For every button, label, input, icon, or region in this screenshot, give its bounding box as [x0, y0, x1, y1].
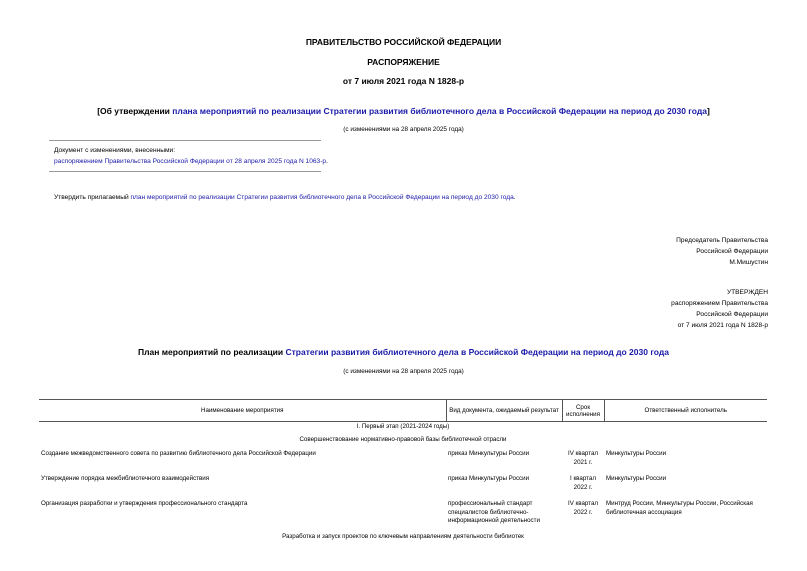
- cell-executor: Минкультуры России: [606, 450, 667, 457]
- changes-box-label: Документ с изменениями, внесенными:: [54, 147, 176, 154]
- stage-row: [39, 422, 767, 436]
- approval-suffix: .: [513, 194, 516, 201]
- plan-table: [39, 399, 767, 545]
- approval-prefix: Утвердить прилагаемый: [54, 194, 131, 201]
- header-executor: Ответственный исполнитель: [604, 400, 767, 422]
- approved-country: Российской Федерации: [696, 311, 768, 318]
- changes-box-bottom-divider: [49, 171, 321, 172]
- section-row: [39, 435, 767, 448]
- header-term: Срок исполнения: [562, 400, 604, 422]
- approval-link[interactable]: план мероприятий по реализации Стратегии развития библиотечного дела в Российской Федерации на период до 2030 года: [130, 194, 514, 201]
- government-heading: ПРАВИТЕЛЬСТВО РОССИЙСКОЙ ФЕДЕРАЦИИ: [305, 37, 502, 47]
- cell-term: I квартал 2022 г.: [570, 475, 596, 491]
- plan-title: [0, 347, 807, 357]
- table-row: [39, 498, 767, 532]
- document-date-number: от 7 июля 2021 года N 1828-р: [342, 76, 465, 86]
- section-heading: Совершенствование нормативно-правовой базы библиотечной отрасли: [299, 436, 507, 443]
- title-link[interactable]: плана мероприятий по реализации Стратегии развития библиотечного дела в Российской Федерации на период до 2030 года: [172, 106, 707, 116]
- title-suffix: ]: [706, 106, 710, 116]
- cell-term: IV квартал 2022 г.: [567, 500, 599, 516]
- header-name: Наименование мероприятия: [39, 400, 446, 422]
- cell-result: профессиональный стандарт специалистов библиотечно-информационной деятельности: [448, 500, 540, 524]
- header-result: Вид документа, ожидаемый результат: [446, 400, 562, 422]
- document-type: РАСПОРЯЖЕНИЕ: [367, 57, 440, 67]
- signature-block: [676, 235, 768, 268]
- document-title: [0, 106, 807, 116]
- changes-box: [54, 145, 328, 167]
- plan-title-link[interactable]: Стратегии развития библиотечного дела в Российской Федерации на период до 2030 года: [285, 347, 669, 357]
- changes-box-suffix: .: [326, 158, 328, 165]
- cell-executor: Минтруд России, Минкультуры России, Российская библиотечная ассоциация: [606, 500, 753, 516]
- changes-box-link[interactable]: распоряжением Правительства Российской Федерации от 28 апреля 2025 года N 1063-р: [54, 158, 327, 165]
- signature-country: Российской Федерации: [696, 248, 768, 255]
- cell-result: приказ Минкультуры России: [448, 450, 530, 457]
- approved-block: [671, 287, 768, 331]
- cell-result: приказ Минкультуры России: [448, 475, 530, 482]
- title-amendments: (с изменениями на 28 апреля 2025 года): [343, 126, 464, 133]
- plan-title-prefix: План мероприятий по реализации: [138, 347, 286, 357]
- approval-paragraph: [54, 194, 516, 201]
- cell-executor: Минкультуры России: [606, 475, 667, 482]
- cell-term: IV квартал 2021 г.: [567, 450, 599, 466]
- stage-heading: I. Первый этап (2021-2024 годы): [356, 423, 450, 430]
- cell-name: Создание межведомственного совета по развитию библиотечного дела Российской Федерации: [41, 450, 316, 457]
- table-header-row: [39, 400, 767, 422]
- section-row: [39, 532, 767, 545]
- approved-by: распоряжением Правительства: [671, 300, 768, 307]
- changes-box-top-divider: [49, 140, 321, 141]
- cell-name: Организация разработки и утверждения профессионального стандарта: [41, 500, 248, 507]
- title-prefix: [Об утверждении: [97, 106, 173, 116]
- signature-name: М.Мишустин: [729, 259, 768, 266]
- signature-position: Председатель Правительства: [676, 237, 768, 244]
- plan-amendments: (с изменениями на 28 апреля 2025 года): [343, 368, 464, 375]
- table-row: [39, 448, 767, 473]
- table-row: [39, 473, 767, 498]
- approved-label: УТВЕРЖДЕН: [726, 289, 768, 296]
- approved-date: от 7 июля 2021 года N 1828-р: [677, 322, 768, 329]
- cell-name: Утверждение порядка межбиблиотечного взаимодействия: [41, 475, 210, 482]
- section-heading: Разработка и запуск проектов по ключевым направлениям деятельности библиотек: [282, 532, 524, 540]
